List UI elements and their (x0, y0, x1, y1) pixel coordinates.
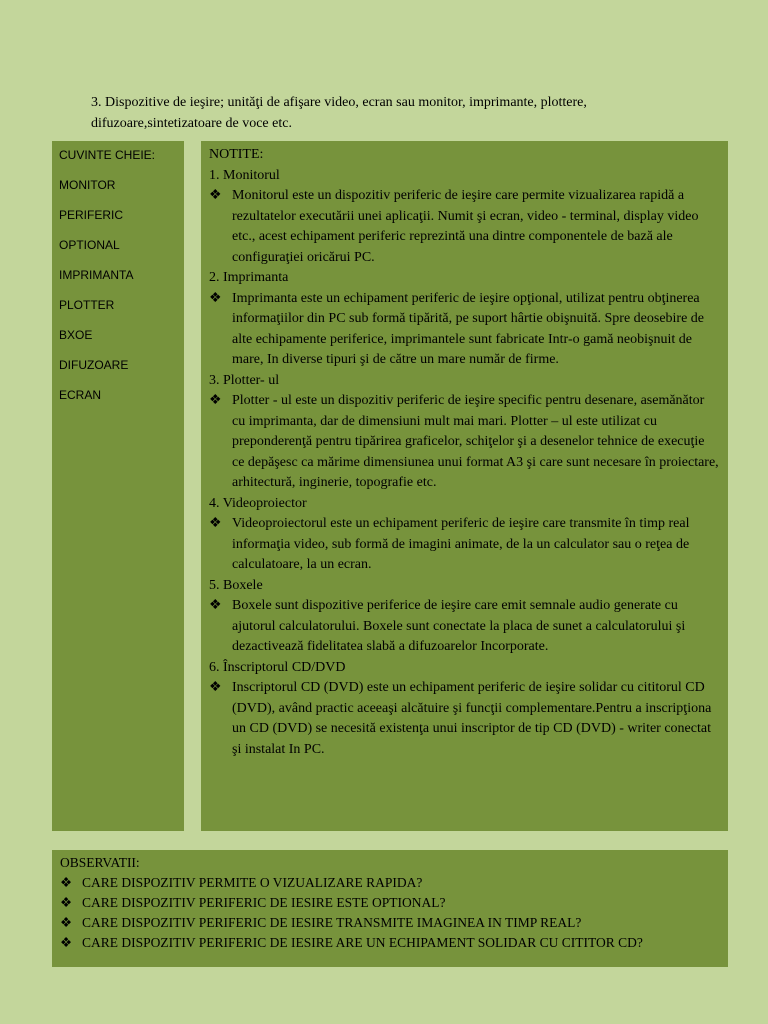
section-text-boxele (209, 596, 720, 658)
keyword-item: ECRAN (59, 388, 102, 402)
observations-panel (52, 850, 728, 967)
section-heading-monitor: 1. Monitorul (209, 167, 280, 183)
keyword-item: PLOTTER (59, 298, 115, 312)
section-text-monitor (209, 186, 720, 268)
section-paragraph: Boxele sunt dispozitive periferice de ieşire care emit semnale audio generate cu ajutorul calculatorului. Boxele sunt conectate la placa de sunet a calculatorului şi dezactivează fidelitatea slabă a difuzoarelor Incorporate. (232, 598, 686, 654)
section-heading-plotter: 3. Plotter- ul (209, 372, 280, 388)
observation-item (60, 933, 720, 953)
diamond-bullet-icon: ❖ (209, 598, 222, 613)
section-paragraph: Imprimanta este un echipament periferic de ieşire opţional, utilizat pentru obţinerea informaţiilor din PC sub formă tipărită, pe suport hârtie obişnuită. Spre deosebire de alte echipamente periferice, imprimantele sunt fabricate Intr-o gamă neobişnuit de mare, In diverse tipuri şi de către un mare număr de firme. (232, 290, 705, 367)
section-heading-boxele: 5. Boxele (209, 577, 263, 593)
observations-title: OBSERVATII: (60, 855, 140, 870)
diamond-bullet-icon: ❖ (209, 680, 222, 695)
intro-paragraph (91, 92, 711, 134)
intro-line-1: 3. Dispozitive de ieşire; unităţi de afişare video, ecran sau monitor, imprimante, plottere, (91, 95, 587, 110)
keywords-title: CUVINTE CHEIE: (59, 148, 156, 162)
section-paragraph: Plotter - ul este un dispozitiv periferic de ieşire specific pentru desenare, asemănător cu imprimanta, dar de dimensiuni mult mai mari. Plotter – ul este utilizat cu preponderenţă pentru tipărirea graficelor, schiţelor şi a desenelor tehnice de execuţie ce depăşesc ca mărime dimensiunea unui format A3 şi care sunt necesare în proiectare, arhitectură, inginerie, topografie etc. (232, 393, 719, 490)
observation-item (60, 873, 720, 893)
diamond-bullet-icon: ❖ (209, 290, 222, 306)
diamond-bullet-icon: ❖ (60, 935, 73, 950)
section-heading-imprimanta: 2. Imprimanta (209, 270, 289, 285)
keyword-item: IMPRIMANTA (59, 268, 134, 282)
diamond-bullet-icon: ❖ (60, 915, 73, 930)
diamond-bullet-icon: ❖ (60, 875, 73, 890)
section-text-plotter (209, 391, 720, 494)
section-paragraph: Videoproiectorul este un echipament periferic de ieşire care transmite în timp real informaţia video, sub formă de imagini animate, de la un calculator sau o reţea de calculatoare, la un ecran. (232, 516, 690, 572)
observation-question: CARE DISPOZITIV PERMITE O VIZUALIZARE RAPIDA? (82, 875, 423, 890)
observation-question: CARE DISPOZITIV PERIFERIC DE IESIRE ESTE OPTIONAL? (82, 895, 446, 910)
diamond-bullet-icon: ❖ (209, 188, 222, 203)
section-heading-inscriptor: 6. Înscriptorul CD/DVD (209, 659, 346, 675)
diamond-bullet-icon: ❖ (209, 516, 222, 531)
keyword-item: PERIFERIC (59, 208, 124, 222)
section-text-videoproiector (209, 514, 720, 576)
section-paragraph: Monitorul este un dispozitiv periferic de ieşire care permite vizualizarea rapidă a rezultatelor executării unei aplicaţii. Numit şi ecran, video - terminal, display video etc., acest echipament periferic reprezintă una dintre componentele de bază ale configuraţiei oricărui PC. (232, 188, 699, 265)
keyword-item: MONITOR (59, 178, 116, 192)
diamond-bullet-icon: ❖ (209, 393, 222, 408)
observation-item (60, 913, 720, 933)
keyword-item: OPTIONAL (59, 238, 120, 252)
section-paragraph: Inscriptorul CD (DVD) este un echipament periferic de ieşire solidar cu cititorul CD (DVD), având practic aceeaşi alcătuire şi funcţii complementare.Pentru a inscripţiona un CD (DVD) se necesită existenţa unui inscriptor de tip CD (DVD) - writer conectat şi instalat In PC. (232, 680, 712, 757)
section-text-imprimanta (209, 289, 720, 371)
observation-question: CARE DISPOZITIV PERIFERIC DE IESIRE TRANSMITE IMAGINEA IN TIMP REAL? (82, 915, 582, 930)
section-text-inscriptor (209, 678, 720, 760)
notes-panel (201, 141, 728, 831)
notes-title: NOTITE: (209, 147, 264, 162)
observation-item (60, 893, 720, 913)
intro-line-2: difuzoare,sintetizatoare de voce etc. (91, 116, 292, 131)
section-heading-videoproiector: 4. Videoproiector (209, 495, 307, 511)
keyword-item: DIFUZOARE (59, 358, 129, 372)
diamond-bullet-icon: ❖ (60, 895, 73, 910)
keyword-item: BXOE (59, 328, 93, 342)
observation-question: CARE DISPOZITIV PERIFERIC DE IESIRE ARE UN ECHIPAMENT SOLIDAR CU CITITOR CD? (82, 935, 643, 950)
keywords-panel (52, 141, 184, 831)
